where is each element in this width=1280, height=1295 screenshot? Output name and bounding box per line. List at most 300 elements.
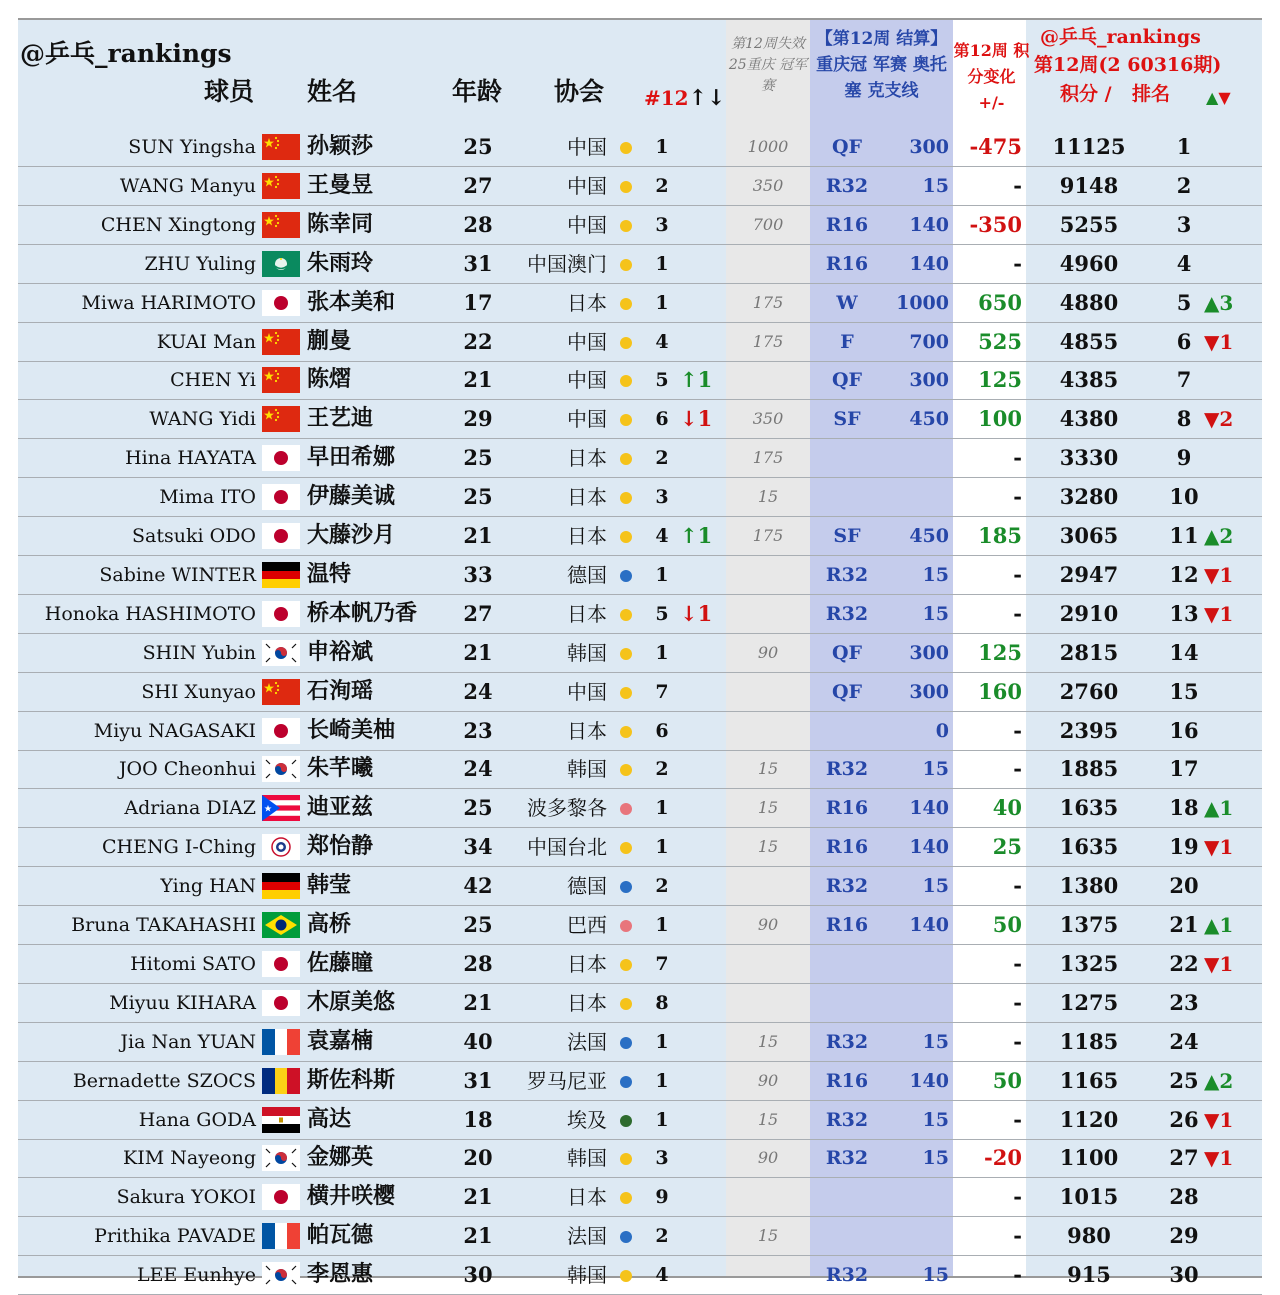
expiring-points: 15 [757, 837, 779, 857]
table-row [18, 712, 1262, 751]
event-round: SF [833, 525, 861, 547]
association-rank-move: ↓1 [680, 600, 713, 626]
table-row [18, 167, 1262, 206]
player-association: 韩国 [567, 640, 607, 665]
association-rank: 1 [655, 797, 669, 820]
points-change: 125 [978, 639, 1022, 665]
total-points: 980 [1067, 1223, 1111, 1249]
expiring-points: 175 [752, 292, 784, 312]
world-rank: 14 [1169, 639, 1199, 665]
triangle-down-icon: ▼ [1218, 88, 1231, 107]
world-rank: 4 [1176, 250, 1192, 276]
player-chinese-name: 朱芊曦 [307, 756, 374, 782]
player-association: 德国 [567, 874, 607, 899]
player-association: 日本 [567, 990, 607, 1015]
association-rank: 2 [655, 758, 669, 781]
player-english-name: Jia Nan YUAN [120, 1030, 256, 1053]
table-row [18, 673, 1262, 712]
event-points: 15 [922, 1030, 949, 1053]
header-age: 年龄 [452, 77, 503, 106]
event-round: R16 [825, 1069, 869, 1092]
world-rank: 15 [1169, 678, 1199, 704]
rank-move: ▼1 [1204, 329, 1234, 354]
triangle-up-icon: ▲ [1206, 88, 1219, 107]
event-round: R16 [825, 797, 869, 820]
player-age: 31 [463, 250, 493, 276]
player-english-name: Sakura YOKOI [116, 1186, 256, 1209]
player-chinese-name: 伊藤美诚 [307, 484, 396, 510]
table-row [18, 1023, 1262, 1062]
player-association: 中国 [567, 368, 607, 393]
player-age: 22 [463, 328, 493, 354]
points-change: - [1013, 873, 1022, 899]
player-association: 韩国 [567, 1146, 607, 1171]
player-association: 中国澳门 [527, 251, 607, 276]
table-row [18, 1178, 1262, 1217]
korea-flag-icon [262, 640, 300, 666]
total-points: 11125 [1052, 134, 1126, 159]
total-points: 1885 [1059, 756, 1119, 782]
table-row [18, 517, 1262, 556]
event-points: 15 [922, 174, 949, 197]
expiring-points: 350 [752, 409, 784, 429]
event-points: 15 [922, 875, 949, 898]
table-row [18, 439, 1262, 478]
player-english-name: Prithika PAVADE [94, 1225, 256, 1248]
continent-dot-icon [620, 1037, 632, 1049]
association-rank: 3 [655, 213, 669, 236]
continent-dot-icon [620, 1270, 632, 1282]
points-change: - [1013, 1262, 1022, 1288]
total-points: 2815 [1059, 639, 1119, 665]
korea-flag-icon [262, 756, 300, 782]
china-flag-icon [262, 173, 300, 199]
player-association: 埃及 [567, 1107, 607, 1132]
association-rank: 9 [655, 1186, 669, 1209]
japan-flag-icon [262, 484, 300, 510]
player-age: 17 [463, 289, 493, 315]
player-chinese-name: 迪亚兹 [307, 795, 374, 821]
continent-dot-icon [620, 531, 632, 543]
player-english-name: Hina HAYATA [125, 447, 256, 470]
table-row [18, 789, 1262, 828]
event-round: R32 [825, 1147, 869, 1170]
event-round: R16 [825, 213, 869, 236]
player-english-name: CHEN Yi [170, 369, 256, 392]
player-english-name: SHIN Yubin [142, 641, 256, 664]
event-points: 15 [922, 1147, 949, 1170]
total-points: 4385 [1059, 367, 1119, 393]
player-english-name: Hitomi SATO [130, 952, 256, 975]
association-rank: 1 [655, 836, 669, 859]
event-points: 15 [922, 563, 949, 586]
world-rank: 11 [1169, 523, 1199, 548]
player-association: 日本 [567, 951, 607, 976]
event-points: 300 [909, 641, 949, 664]
world-rank: 7 [1176, 367, 1192, 393]
world-rank: 24 [1169, 1028, 1199, 1054]
korea-flag-icon [262, 1262, 300, 1288]
table-row [18, 867, 1262, 906]
continent-dot-icon [620, 453, 632, 465]
points-change: - [1013, 1223, 1022, 1249]
player-chinese-name: 张本美和 [307, 289, 396, 315]
player-association: 德国 [567, 562, 607, 587]
event-round: R32 [825, 563, 869, 586]
table-row [18, 206, 1262, 245]
world-rank: 5 [1176, 289, 1192, 315]
total-points: 4855 [1059, 328, 1119, 354]
rank-move: ▲3 [1204, 290, 1234, 315]
france-flag-icon [262, 1223, 300, 1249]
total-points: 2910 [1059, 600, 1119, 626]
points-change: - [1013, 445, 1022, 471]
player-association: 罗马尼亚 [527, 1068, 607, 1093]
continent-dot-icon [620, 181, 632, 193]
player-english-name: Adriana DIAZ [124, 797, 256, 820]
japan-flag-icon [262, 523, 300, 549]
continent-dot-icon [620, 375, 632, 387]
header-rank-move [1206, 90, 1231, 106]
player-chinese-name: 大藤沙月 [307, 523, 396, 548]
association-rank: 3 [655, 1147, 669, 1170]
player-english-name: Bernadette SZOCS [72, 1069, 256, 1092]
association-rank: 5 [655, 602, 669, 625]
china-flag-icon [262, 367, 300, 393]
association-rank: 4 [655, 525, 669, 547]
table-row [18, 906, 1262, 945]
points-change: - [1013, 1106, 1022, 1132]
table-row [18, 595, 1262, 634]
world-rank: 19 [1169, 834, 1199, 860]
total-points: 3280 [1059, 484, 1119, 510]
world-rank: 27 [1169, 1145, 1199, 1171]
france-flag-icon [262, 1029, 300, 1055]
association-rank: 2 [655, 174, 669, 197]
player-age: 21 [463, 989, 493, 1015]
player-age: 25 [463, 134, 493, 159]
japan-flag-icon [262, 1184, 300, 1210]
rankings-sheet [18, 18, 1262, 1288]
table-row [18, 945, 1262, 984]
continent-dot-icon [620, 1115, 632, 1127]
player-association: 中国 [567, 329, 607, 354]
player-age: 18 [463, 1106, 493, 1132]
total-points: 1275 [1059, 989, 1119, 1015]
player-english-name: Mima ITO [159, 486, 256, 509]
association-rank: 1 [655, 563, 669, 586]
player-age: 31 [463, 1067, 493, 1093]
table-row [18, 128, 1262, 167]
expiring-points: 15 [757, 1109, 779, 1129]
player-english-name: Satsuki ODO [132, 525, 256, 547]
association-rank: 6 [655, 719, 669, 742]
player-age: 27 [463, 600, 493, 626]
table-row [18, 245, 1262, 284]
total-points: 1185 [1059, 1028, 1119, 1054]
continent-dot-icon [620, 764, 632, 776]
points-change: -475 [969, 134, 1022, 159]
player-english-name: Miwa HARIMOTO [81, 291, 256, 314]
association-rank: 7 [655, 680, 669, 703]
japan-flag-icon [262, 718, 300, 744]
player-chinese-name: 帕瓦德 [307, 1223, 374, 1249]
player-chinese-name: 郑怡静 [307, 834, 374, 860]
player-english-name: CHENG I-Ching [102, 836, 256, 859]
table-row [18, 828, 1262, 867]
points-change: 50 [992, 1067, 1022, 1093]
points-change: - [1013, 756, 1022, 782]
expiring-points: 90 [757, 1070, 779, 1090]
china-flag-icon [262, 329, 300, 355]
continent-dot-icon [620, 220, 632, 232]
japan-flag-icon [262, 445, 300, 471]
player-age: 25 [463, 795, 493, 821]
player-association: 中国 [567, 679, 607, 704]
rank-move: ▲2 [1204, 524, 1234, 548]
player-association: 日本 [567, 1185, 607, 1210]
expiring-points: 15 [757, 1226, 779, 1246]
event-round: R16 [825, 252, 869, 275]
rank-move: ▼1 [1204, 951, 1234, 976]
brand-right: @乒乓_rankings [1040, 26, 1201, 48]
event-round: R32 [825, 875, 869, 898]
header-assoc-rank [644, 87, 725, 109]
association-rank: 1 [655, 291, 669, 314]
total-points: 2760 [1059, 678, 1119, 704]
world-rank: 25 [1169, 1067, 1199, 1093]
world-rank: 18 [1169, 795, 1199, 821]
continent-dot-icon [620, 881, 632, 893]
event-points: 450 [909, 408, 949, 431]
player-chinese-name: 长崎美柚 [307, 717, 396, 743]
player-chinese-name: 孙颖莎 [307, 134, 374, 159]
player-association: 中国 [567, 135, 607, 159]
player-association: 日本 [567, 485, 607, 510]
china-flag-icon [262, 134, 300, 160]
player-english-name: SUN Yingsha [128, 136, 256, 158]
association-rank: 1 [655, 136, 669, 158]
romania-flag-icon [262, 1068, 300, 1094]
player-chinese-name: 王艺迪 [307, 406, 374, 432]
expiring-points: 15 [757, 759, 779, 779]
event-points: 140 [909, 836, 949, 859]
korea-flag-icon [262, 1145, 300, 1171]
player-age: 24 [463, 678, 493, 704]
association-rank: 2 [655, 1225, 669, 1248]
event-round: F [840, 330, 854, 353]
header-rank: 排名 [1132, 83, 1171, 105]
total-points: 4380 [1059, 406, 1119, 432]
association-rank: 8 [655, 991, 669, 1014]
event-round: R32 [825, 1264, 869, 1287]
player-chinese-name: 早田希娜 [307, 445, 396, 471]
player-english-name: SHI Xunyao [141, 680, 256, 703]
total-points: 1380 [1059, 873, 1119, 899]
world-rank: 21 [1169, 912, 1199, 937]
rank-move: ▼1 [1204, 601, 1234, 626]
player-english-name: Hana GODA [138, 1108, 256, 1131]
player-age: 20 [463, 1145, 493, 1171]
player-association: 波多黎各 [527, 796, 607, 821]
player-chinese-name: 王曼昱 [307, 172, 374, 198]
china-flag-icon [262, 406, 300, 432]
player-association: 日本 [567, 601, 607, 626]
header-points: 积分 / [1060, 83, 1112, 105]
player-age: 21 [463, 523, 493, 548]
event-round: R32 [825, 602, 869, 625]
total-points: 1015 [1059, 1184, 1119, 1210]
association-rank: 6 [655, 408, 669, 431]
player-chinese-name: 韩莹 [307, 873, 352, 899]
event-points: 140 [909, 252, 949, 275]
event-points: 300 [909, 680, 949, 703]
player-association: 日本 [567, 718, 607, 743]
egypt-flag-icon [262, 1107, 300, 1133]
rank-move: ▼1 [1204, 1107, 1234, 1132]
total-points: 4880 [1059, 289, 1119, 315]
event-points: 450 [909, 525, 949, 547]
total-points: 4960 [1059, 250, 1119, 276]
player-chinese-name: 朱雨玲 [307, 250, 374, 276]
continent-dot-icon [620, 959, 632, 971]
sort-arrows-icon: ↑↓ [688, 85, 726, 111]
total-points: 1635 [1059, 834, 1119, 860]
expiring-points: 175 [752, 331, 784, 351]
continent-dot-icon [620, 298, 632, 310]
total-points: 1100 [1059, 1145, 1119, 1171]
table-row [18, 1256, 1262, 1295]
brand-title: @乒乓_rankings [20, 39, 232, 68]
player-chinese-name: 高达 [307, 1106, 352, 1132]
table-row [18, 634, 1262, 673]
table-row [18, 556, 1262, 595]
player-age: 24 [463, 756, 493, 782]
player-english-name: Honoka HASHIMOTO [44, 602, 256, 625]
world-rank: 12 [1169, 561, 1199, 587]
player-chinese-name: 桥本帆乃香 [307, 600, 418, 626]
rank-move: ▲2 [1204, 1068, 1234, 1093]
association-rank: 1 [655, 641, 669, 664]
player-association: 韩国 [567, 757, 607, 782]
world-rank: 3 [1176, 211, 1192, 237]
event-points: 300 [909, 369, 949, 392]
association-rank: 3 [655, 486, 669, 509]
world-rank: 22 [1169, 950, 1199, 976]
player-chinese-name: 袁嘉楠 [307, 1028, 374, 1054]
event-points: 140 [909, 797, 949, 820]
table-row [18, 400, 1262, 439]
player-english-name: CHEN Xingtong [100, 213, 256, 236]
header-player: 球员 [204, 77, 255, 106]
points-change: -350 [969, 211, 1022, 237]
player-chinese-name: 木原美悠 [307, 989, 396, 1015]
player-association: 巴西 [567, 913, 607, 937]
continent-dot-icon [620, 726, 632, 738]
player-age: 28 [463, 211, 493, 237]
rank-move: ▼1 [1204, 1146, 1234, 1171]
points-change: -20 [984, 1145, 1022, 1171]
player-association: 日本 [567, 446, 607, 471]
association-rank: 4 [655, 330, 669, 353]
expiring-points: 90 [757, 915, 779, 934]
table-row [18, 323, 1262, 362]
points-change: - [1013, 484, 1022, 510]
points-change: - [1013, 600, 1022, 626]
association-rank: 1 [655, 914, 669, 936]
points-change: 650 [978, 289, 1022, 315]
brazil-flag-icon [262, 912, 300, 938]
association-rank: 1 [655, 1030, 669, 1053]
points-change: - [1013, 250, 1022, 276]
expiring-points: 15 [757, 798, 779, 818]
event-round: R32 [825, 758, 869, 781]
association-rank: 2 [655, 875, 669, 898]
china-flag-icon [262, 679, 300, 705]
table-row [18, 984, 1262, 1023]
world-rank: 1 [1176, 134, 1192, 159]
event-points: 1000 [896, 291, 949, 314]
player-english-name: Miyuu KIHARA [109, 991, 256, 1014]
event-round: W [836, 291, 858, 314]
expiring-points: 700 [752, 214, 784, 234]
player-english-name: WANG Manyu [119, 174, 256, 197]
player-english-name: Sabine WINTER [99, 563, 256, 586]
world-rank: 9 [1176, 445, 1192, 471]
player-english-name: Ying HAN [160, 875, 256, 898]
table-row [18, 284, 1262, 323]
rank-move: ▼1 [1204, 562, 1234, 587]
event-round: QF [831, 641, 863, 664]
expiring-points: 175 [752, 526, 784, 545]
player-age: 23 [463, 717, 493, 743]
player-english-name: KIM Nayeong [123, 1147, 256, 1170]
player-chinese-name: 申裕斌 [307, 639, 374, 665]
player-association: 中国 [567, 212, 607, 237]
total-points: 1325 [1059, 950, 1119, 976]
points-change: - [1013, 950, 1022, 976]
japan-flag-icon [262, 990, 300, 1016]
player-english-name: LEE Eunhye [137, 1264, 256, 1287]
points-change: 100 [978, 406, 1022, 432]
total-points: 3065 [1059, 523, 1119, 548]
player-age: 29 [463, 406, 493, 432]
japan-flag-icon [262, 601, 300, 627]
player-association: 日本 [567, 524, 607, 548]
world-rank: 17 [1169, 756, 1199, 782]
points-change: 160 [978, 678, 1022, 704]
tpe-flag-icon [262, 834, 300, 860]
rank-move: ▲1 [1204, 796, 1234, 821]
player-age: 21 [463, 1223, 493, 1249]
player-chinese-name: 温特 [307, 561, 352, 587]
continent-dot-icon [620, 1153, 632, 1165]
rank-move: ▲1 [1204, 913, 1234, 937]
association-rank: 7 [655, 952, 669, 975]
event-points: 300 [909, 136, 949, 158]
player-association: 中国 [567, 407, 607, 432]
world-rank: 23 [1169, 989, 1199, 1015]
event-points: 15 [922, 1264, 949, 1287]
player-chinese-name: 横井咲樱 [307, 1184, 396, 1210]
world-rank: 26 [1169, 1106, 1199, 1132]
player-chinese-name: 石洵瑶 [307, 678, 374, 704]
event-points: 140 [909, 1069, 949, 1092]
total-points: 1120 [1059, 1106, 1119, 1132]
points-change: 525 [978, 328, 1022, 354]
total-points: 1165 [1059, 1067, 1119, 1093]
macau-flag-icon [262, 251, 300, 277]
